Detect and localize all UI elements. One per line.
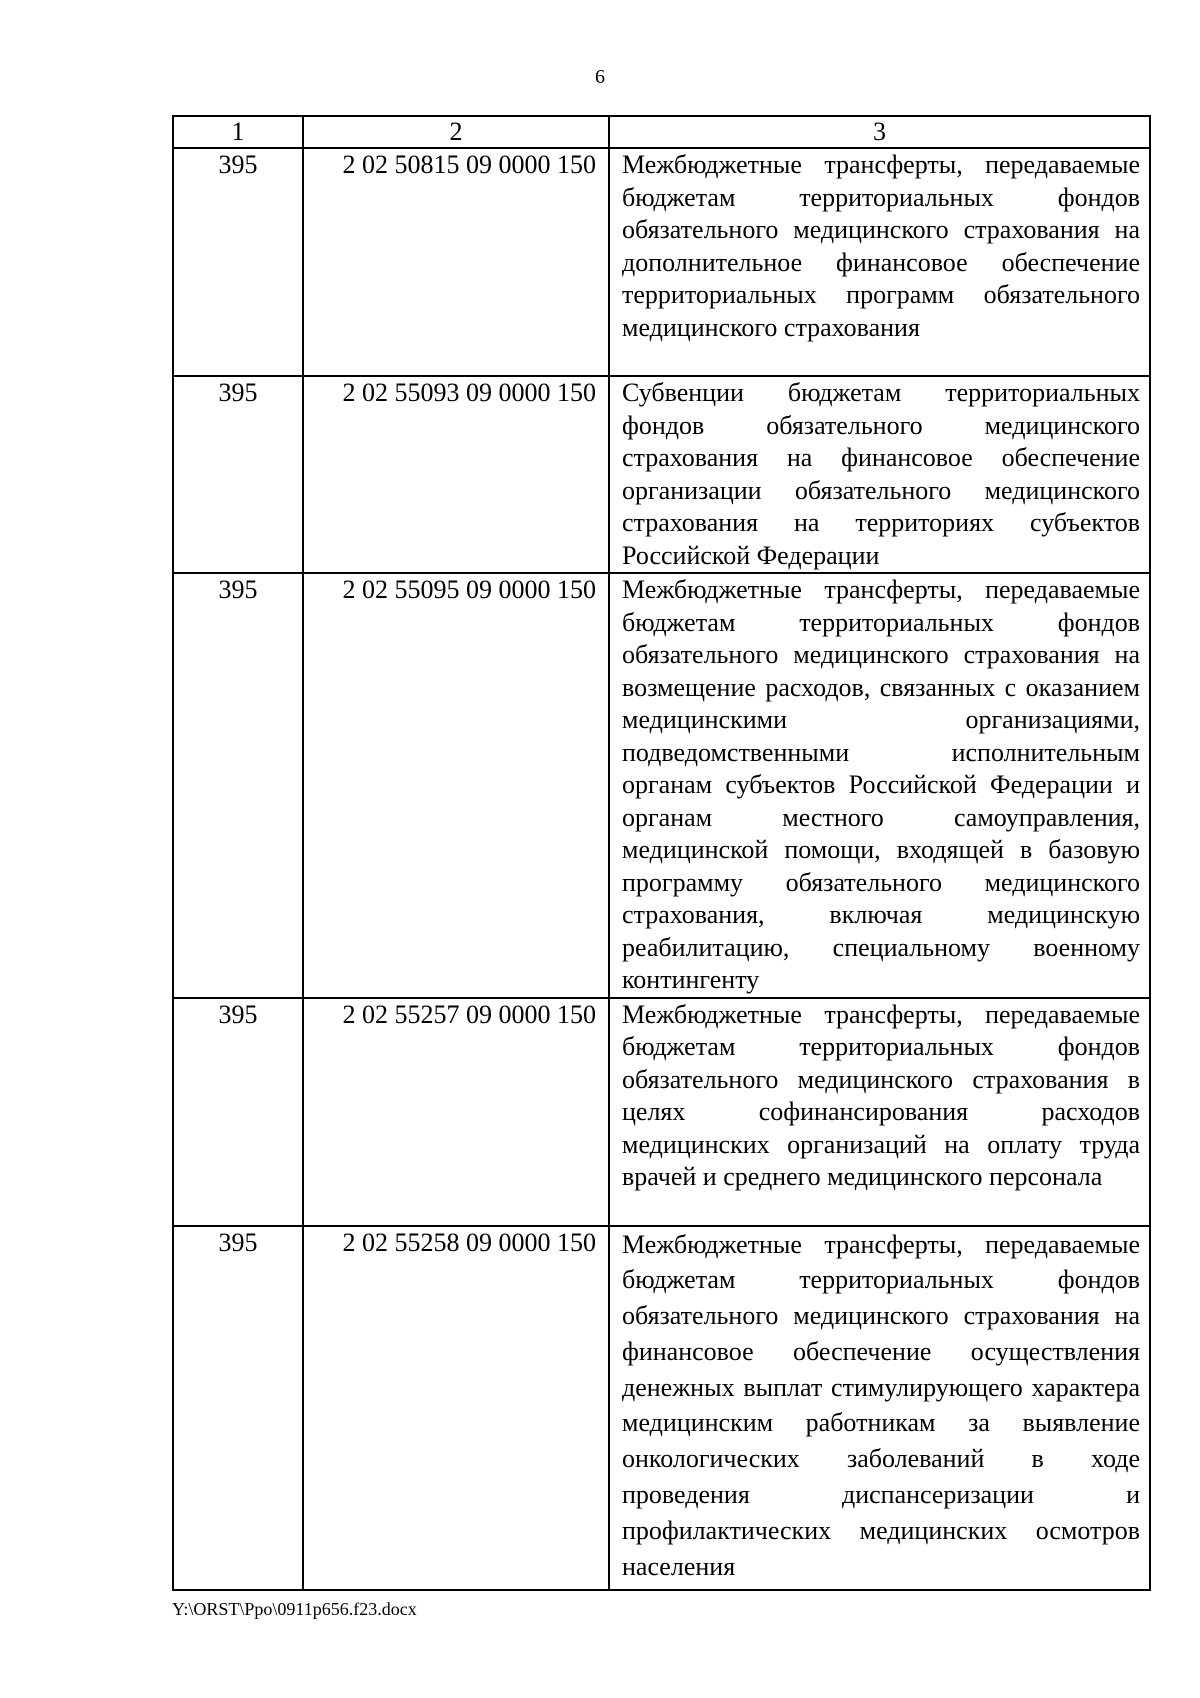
footer-file-path: Y:\ORST\Ppo\0911p656.f23.docx [172,1599,417,1619]
table-row [173,1226,1150,1590]
table-header-row [173,116,1150,148]
table-row [173,998,1150,1226]
income-code-cell: 2 02 50815 09 0000 150 [303,148,609,376]
income-code-cell: 2 02 55093 09 0000 150 [303,376,609,573]
income-description-cell: Межбюджетные трансферты, передаваемые бюджетам территориальных фондов обязательного медицинского страхования на возмещение расходов, связанных с оказанием медицинскими организациями, подведомственными исполнительным органам субъектов Российской Федерации и органам местного самоуправления, медицинской помощи, входящей в базовую программу обязательного медицинского страхования, включая медицинскую реабилитацию, специальному военному контингенту [609,573,1150,998]
income-code-cell: 2 02 55258 09 0000 150 [303,1226,609,1590]
income-description-cell: Межбюджетные трансферты, передаваемые бюджетам территориальных фондов обязательного медицинского страхования в целях софинансирования расходов медицинских организаций на оплату труда врачей и среднего медицинского персонала [609,998,1150,1226]
table-row [173,573,1150,998]
admin-code-cell: 395 [173,376,303,573]
income-code-cell: 2 02 55095 09 0000 150 [303,573,609,998]
income-description-cell: Субвенции бюджетам территориальных фондов обязательного медицинского страхования на финансовое обеспечение организации обязательного медицинского страхования на территориях субъектов Российской Федерации [609,376,1150,573]
column-header-2: 2 [303,116,609,148]
column-header-1: 1 [173,116,303,148]
income-description-cell: Межбюджетные трансферты, передаваемые бюджетам территориальных фондов обязательного медицинского страхования на финансовое обеспечение осуществления денежных выплат стимулирующего характера медицинским работникам за выявление онкологических заболеваний в ходе проведения диспансеризации и профилактических медицинских осмотров населения [609,1226,1150,1590]
page-number: 6 [595,66,605,88]
income-description-cell: Межбюджетные трансферты, передаваемые бюджетам территориальных фондов обязательного медицинского страхования на дополнительное финансовое обеспечение территориальных программ обязательного медицинского страхования [609,148,1150,376]
column-header-3: 3 [609,116,1150,148]
admin-code-cell: 395 [173,998,303,1226]
table-row [173,148,1150,376]
admin-code-cell: 395 [173,1226,303,1590]
admin-code-cell: 395 [173,148,303,376]
table-row [173,376,1150,573]
income-code-cell: 2 02 55257 09 0000 150 [303,998,609,1226]
budget-codes-table [172,115,1151,1591]
admin-code-cell: 395 [173,573,303,998]
